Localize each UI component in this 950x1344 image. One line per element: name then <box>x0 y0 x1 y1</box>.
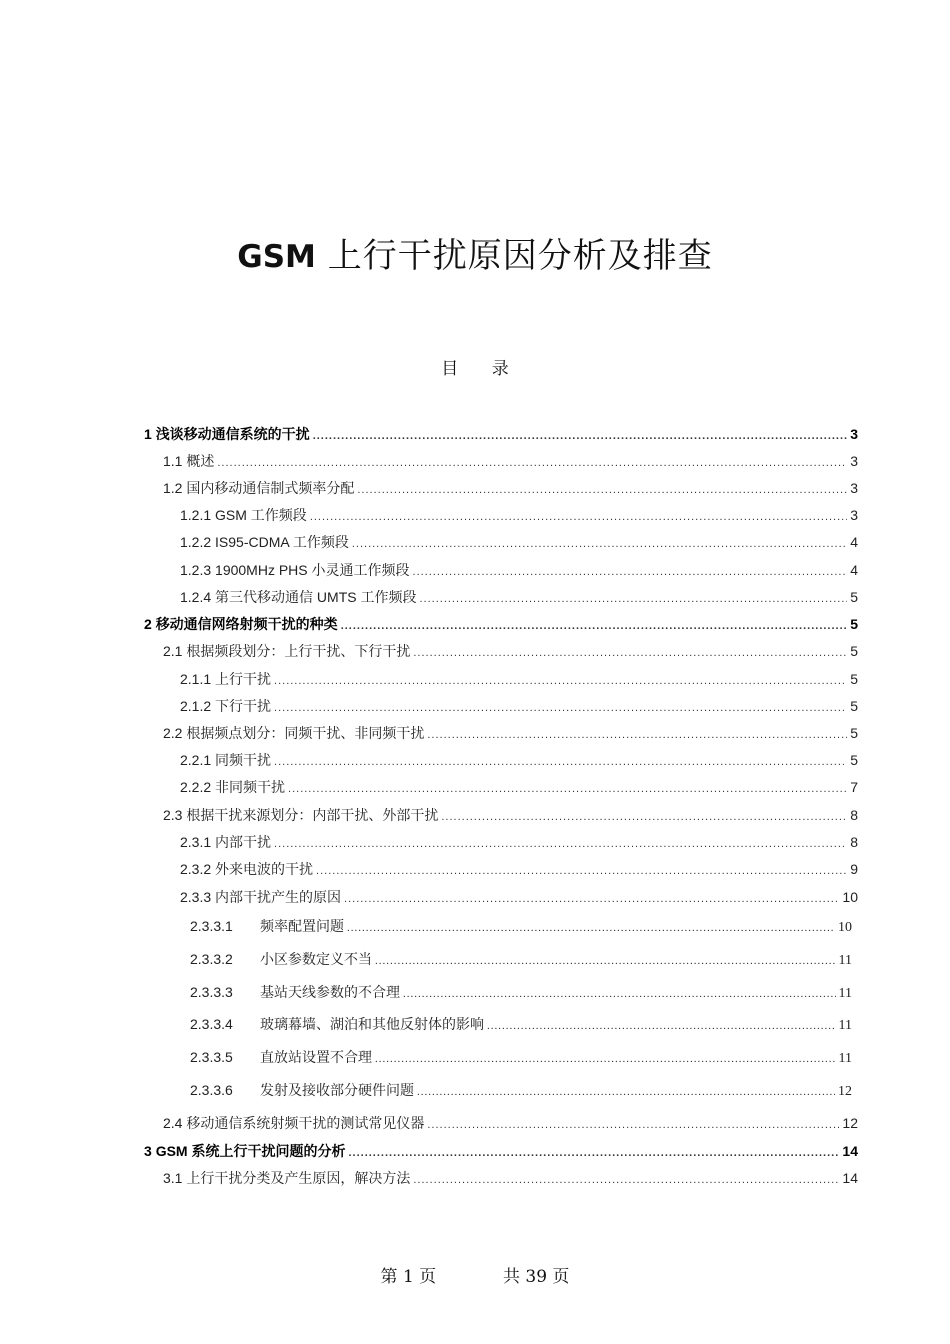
toc-leader-dots <box>375 1052 836 1066</box>
toc-entry[interactable] <box>163 723 858 743</box>
title-cjk: 上行干扰原因分析及排查 <box>327 236 713 276</box>
toc-entry[interactable] <box>190 1080 852 1100</box>
toc-entry-number: 2.3.3.3 <box>190 984 233 1000</box>
toc-leader-dots <box>274 837 847 851</box>
toc-entry-text: 根据频段划分：上行干扰、下行干扰 <box>186 643 411 659</box>
toc-entry-text: 非同频干扰 <box>215 779 286 795</box>
toc-entry[interactable] <box>163 1168 858 1188</box>
toc-entry[interactable] <box>180 750 858 770</box>
toc-entry[interactable] <box>190 916 852 936</box>
toc-entry-text: 小区参数定义不当 <box>260 953 372 968</box>
toc-entry-page: 5 <box>850 643 858 659</box>
toc-entry-label <box>190 1047 372 1067</box>
toc-entry-page: 4 <box>850 534 858 550</box>
toc-leader-dots <box>341 619 848 633</box>
toc-entry-text: 移动通信网络射频干扰的种类 <box>155 616 338 632</box>
toc-entry-number: 2.1.2 <box>180 698 212 714</box>
toc-entry-label <box>180 832 271 852</box>
toc-entry-page: 10 <box>838 920 852 935</box>
toc-entry[interactable] <box>180 887 858 907</box>
toc-entry-page: 8 <box>850 834 858 850</box>
toc-heading: 目 录 <box>441 359 523 379</box>
toc-entry-page: 11 <box>838 1051 852 1066</box>
toc-entry-number: 1.2.1 <box>180 507 212 523</box>
toc-entry-page: 3 <box>850 426 858 442</box>
toc-entry-text: 外来电波的干扰 <box>215 861 314 877</box>
toc-leader-dots <box>417 1085 835 1099</box>
toc-entry-page: 5 <box>850 616 858 632</box>
toc-entry-label <box>163 723 424 743</box>
toc-entry-number: 2.3.3.4 <box>190 1016 233 1032</box>
toc-entry-number: 3 <box>144 1143 152 1159</box>
page-number: 第 1 页 <box>380 1267 437 1287</box>
toc-leader-dots <box>487 1019 836 1033</box>
toc-entry-page: 14 <box>842 1143 858 1159</box>
toc-entry-text: GSM 工作频段 <box>215 507 307 523</box>
toc-entry-page: 5 <box>850 752 858 768</box>
toc-entry-text: 移动通信系统射频干扰的测试常见仪器 <box>186 1115 425 1131</box>
toc-entry-number: 2.3.3.2 <box>190 951 233 967</box>
toc-leader-dots <box>419 592 847 606</box>
toc-entry-page: 12 <box>842 1115 858 1131</box>
toc-entry-text: 玻璃幕墙、湖泊和其他反射体的影响 <box>260 1018 484 1033</box>
toc-entry-text: 发射及接收部分硬件问题 <box>260 1084 414 1099</box>
document-title <box>0 228 950 277</box>
toc-entry-text: 上行干扰分类及产生原因，解决方法 <box>186 1170 411 1186</box>
toc-leader-dots <box>375 954 836 968</box>
toc-entry-page: 10 <box>842 889 858 905</box>
toc-entry[interactable] <box>180 859 858 879</box>
toc-entry[interactable] <box>190 1047 852 1067</box>
toc-entry[interactable] <box>163 451 858 471</box>
toc-entry-text: GSM 系统上行干扰问题的分析 <box>155 1143 346 1159</box>
toc-entry-number: 2.3.3.5 <box>190 1049 233 1065</box>
toc-entry-number: 1 <box>144 426 152 442</box>
toc-entry-label <box>180 777 285 797</box>
toc-entry-page: 3 <box>850 507 858 523</box>
toc-entry-label <box>180 669 271 689</box>
toc-entry-text: 根据干扰来源划分：内部干扰、外部干扰 <box>186 807 439 823</box>
toc-entry-label <box>180 532 349 552</box>
toc-entry[interactable] <box>163 641 858 661</box>
toc-entry-text: 根据频点划分：同频干扰、非同频干扰 <box>186 725 425 741</box>
toc-entry-number: 2.2.1 <box>180 752 212 768</box>
toc-entry-page: 11 <box>838 1018 852 1033</box>
toc-entry[interactable] <box>180 560 858 580</box>
toc-entry-label <box>180 587 416 607</box>
toc-entry-text: 内部干扰 <box>215 834 272 850</box>
toc-entry[interactable] <box>163 1113 858 1133</box>
toc-entry-page: 3 <box>850 453 858 469</box>
toc-entry-text: 基站天线参数的不合理 <box>260 986 400 1001</box>
toc-entry-page: 8 <box>850 807 858 823</box>
toc-entry-label <box>190 1080 414 1100</box>
toc-entry-label <box>163 451 214 471</box>
toc-entry-page: 9 <box>850 861 858 877</box>
toc-entry-page: 4 <box>850 562 858 578</box>
toc-leader-dots <box>274 674 847 688</box>
title-latin: GSM <box>237 239 316 275</box>
toc-leader-dots <box>403 987 836 1001</box>
toc-leader-dots <box>352 537 847 551</box>
toc-entry[interactable] <box>180 696 858 716</box>
toc-entry-page: 5 <box>850 698 858 714</box>
toc-leader-dots <box>427 728 847 742</box>
toc-leader-dots <box>313 429 848 443</box>
toc-entry-label <box>163 1168 410 1188</box>
toc-entry-number: 2.3.3.6 <box>190 1082 233 1098</box>
toc-entry-text: 国内移动通信制式频率分配 <box>186 480 355 496</box>
toc-entry-number: 2.4 <box>163 1115 183 1131</box>
toc-entry-label <box>180 560 410 580</box>
toc-entry[interactable] <box>163 805 858 825</box>
toc-entry-label <box>190 982 400 1002</box>
toc-entry-number: 2 <box>144 616 152 632</box>
toc-entry-text: IS95-CDMA 工作频段 <box>215 534 349 550</box>
toc-entry-number: 1.1 <box>163 453 183 469</box>
toc-entry[interactable] <box>144 614 858 634</box>
toc-entry-number: 2.3.3 <box>180 889 212 905</box>
toc-entry-text: 同频干扰 <box>215 752 272 768</box>
toc-entry-text: 第三代移动通信 UMTS 工作频段 <box>215 589 417 605</box>
toc-entry-number: 1.2.4 <box>180 589 212 605</box>
toc-entry-number: 2.2.2 <box>180 779 212 795</box>
toc-leader-dots <box>274 755 847 769</box>
toc-entry-label <box>144 1141 345 1161</box>
toc-entry-text: 1900MHz PHS 小灵通工作频段 <box>215 562 410 578</box>
toc-entry-number: 1.2.2 <box>180 534 212 550</box>
toc-entry[interactable] <box>190 1014 852 1034</box>
toc-entry[interactable] <box>163 478 858 498</box>
toc-leader-dots <box>413 565 848 579</box>
toc-entry-label <box>163 1113 424 1133</box>
toc-entry-page: 5 <box>850 671 858 687</box>
toc-entry-label <box>144 614 338 634</box>
toc-entry-text: 直放站设置不合理 <box>260 1051 372 1066</box>
toc-entry-number: 1.2 <box>163 480 183 496</box>
toc-entry[interactable] <box>190 949 852 969</box>
toc-leader-dots <box>274 701 847 715</box>
toc-entry-label <box>180 887 341 907</box>
toc-entry-label <box>180 696 271 716</box>
toc-entry-label <box>163 805 438 825</box>
toc-entry-number: 2.3.2 <box>180 861 212 877</box>
toc-entry-number: 2.2 <box>163 725 183 741</box>
toc-leader-dots <box>413 1173 839 1187</box>
toc-leader-dots <box>427 1118 839 1132</box>
toc-entry[interactable] <box>180 505 858 525</box>
toc-entry-label <box>180 750 271 770</box>
toc-leader-dots <box>316 864 847 878</box>
page-footer <box>0 1262 950 1287</box>
toc-entry-number: 1.2.3 <box>180 562 212 578</box>
toc-entry-page: 5 <box>850 589 858 605</box>
toc-entry[interactable] <box>144 1141 858 1161</box>
toc-entry-number: 2.1 <box>163 643 183 659</box>
toc-entry-label <box>190 949 372 969</box>
toc-entry-page: 7 <box>850 779 858 795</box>
toc-entry-label <box>163 641 410 661</box>
toc-entry[interactable] <box>180 669 858 689</box>
toc-entry[interactable] <box>180 532 858 552</box>
toc-leader-dots <box>357 483 847 497</box>
toc-entry-page: 5 <box>850 725 858 741</box>
toc-entry[interactable] <box>180 587 858 607</box>
toc-leader-dots <box>441 810 847 824</box>
toc-entry-text: 频率配置问题 <box>260 920 344 935</box>
toc-entry-number: 2.3.1 <box>180 834 212 850</box>
toc-entry-label <box>180 505 307 525</box>
toc-leader-dots <box>347 921 835 935</box>
toc-entry[interactable] <box>144 424 858 444</box>
toc-entry-text: 上行干扰 <box>215 671 272 687</box>
toc-leader-dots <box>344 892 839 906</box>
toc-entry-text: 下行干扰 <box>215 698 272 714</box>
toc-entry-label <box>190 1014 484 1034</box>
toc-leader-dots <box>413 646 847 660</box>
toc-entry-number: 2.1.1 <box>180 671 212 687</box>
toc-entry-label <box>180 859 313 879</box>
toc-entry-text: 概述 <box>186 453 215 469</box>
toc-leader-dots <box>217 456 847 470</box>
toc-entry[interactable] <box>180 777 858 797</box>
toc-entry[interactable] <box>190 982 852 1002</box>
toc-leader-dots <box>288 782 847 796</box>
toc-entry-text: 内部干扰产生的原因 <box>215 889 342 905</box>
page-total: 共 39 页 <box>502 1267 570 1287</box>
toc-leader-dots <box>310 510 847 524</box>
toc-entry-label <box>144 424 310 444</box>
toc-entry-page: 11 <box>838 953 852 968</box>
toc-entry[interactable] <box>180 832 858 852</box>
toc-entry-label <box>163 478 354 498</box>
toc-leader-dots <box>348 1146 839 1160</box>
toc-entry-page: 11 <box>838 986 852 1001</box>
toc-entry-number: 2.3 <box>163 807 183 823</box>
toc-entry-label <box>190 916 344 936</box>
toc-entry-number: 2.3.3.1 <box>190 918 233 934</box>
toc-entry-number: 3.1 <box>163 1170 183 1186</box>
toc-entry-page: 14 <box>842 1170 858 1186</box>
toc-entry-page: 12 <box>838 1084 852 1099</box>
toc-entry-text: 浅谈移动通信系统的干扰 <box>155 426 310 442</box>
toc-entry-page: 3 <box>850 480 858 496</box>
